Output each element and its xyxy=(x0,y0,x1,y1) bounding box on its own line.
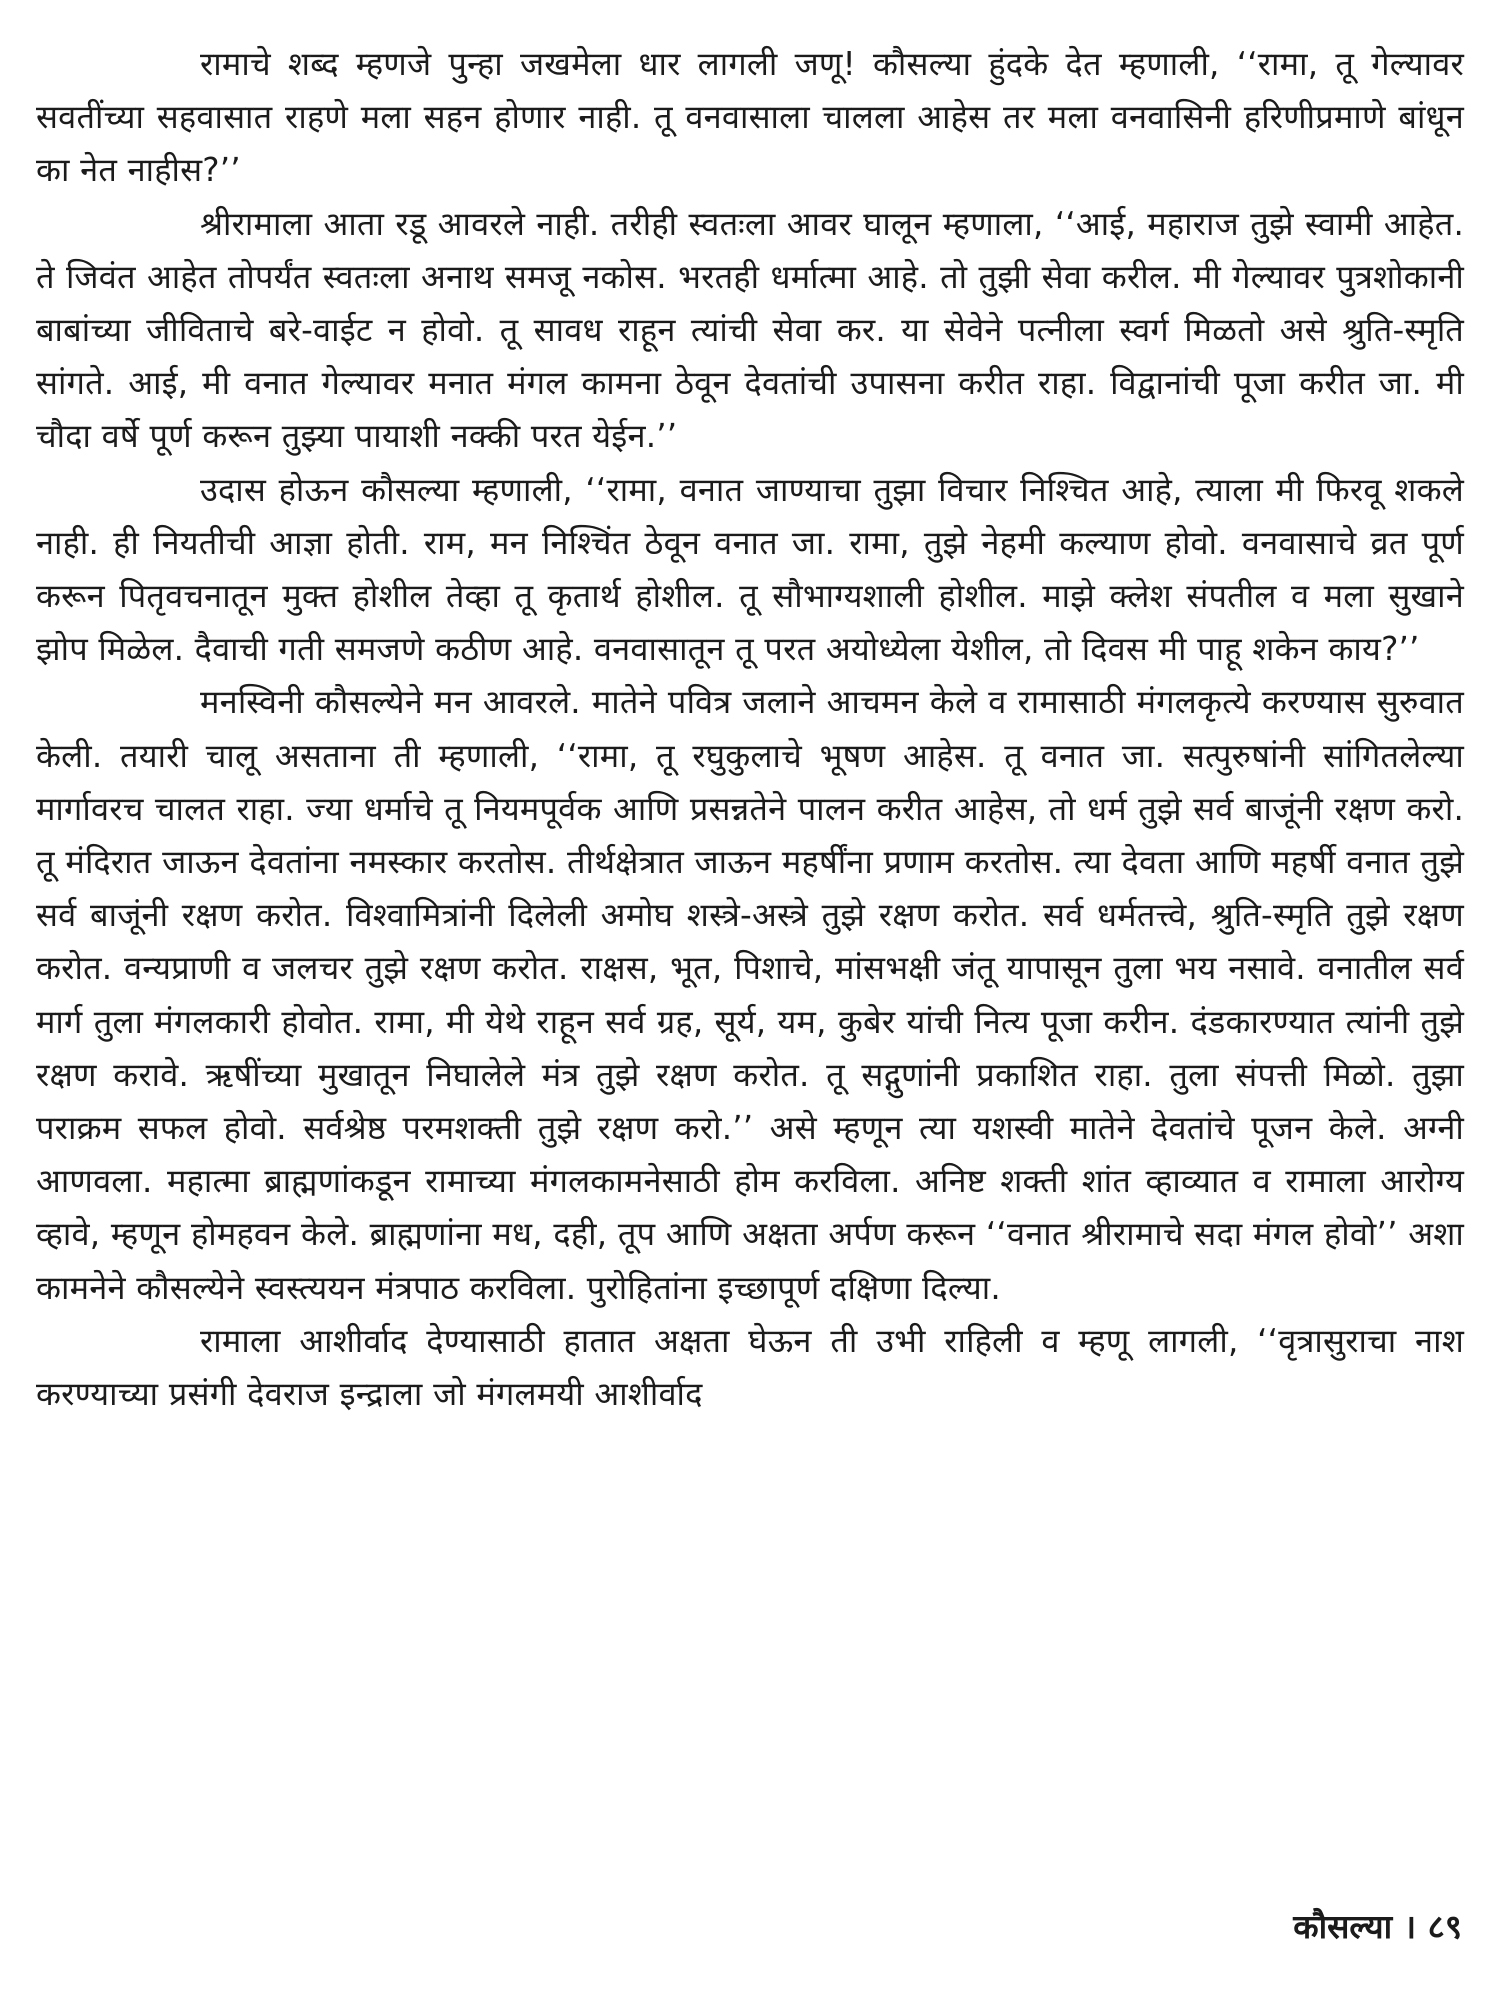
paragraph-1: रामाचे शब्द म्हणजे पुन्हा जखमेला धार लागली जणू! कौसल्या हुंदके देत म्हणाली, ‘‘रामा, तू गेल्यावर सवतींच्या सहवासात राहणे मला सहन होणार नाही. तू वनवासाला चालला आहेस तर मला वनवासिनी हरिणीप्रमाणे बांधून का नेत नाहीस?’’ xyxy=(36,45,1464,190)
body-text xyxy=(36,38,1464,1421)
paragraph-2: श्रीरामाला आता रडू आवरले नाही. तरीही स्वतःला आवर घालून म्हणाला, ‘‘आई, महाराज तुझे स्वामी आहेत. ते जिवंत आहेत तोपर्यंत स्वतःला अनाथ समजू नकोस. भरतही धर्मात्मा आहे. तो तुझी सेवा करील. मी गेल्यावर पुत्रशोकानी बाबांच्या जीविताचे बरे-वाईट न होवो. तू सावध राहून त्यांची सेवा कर. या सेवेने पत्नीला स्वर्ग मिळतो असे श्रुति-स्मृति सांगते. आई, मी वनात गेल्यावर मनात मंगल कामना ठेवून देवतांची उपासना करीत राहा. विद्वानांची पूजा करीत जा. मी चौदा वर्षे पूर्ण करून तुझ्या पायाशी नक्की परत येईन.’’ xyxy=(36,204,1464,456)
page-footer: कौसल्या । ८९ xyxy=(1293,1907,1462,1946)
paragraph-5: रामाला आशीर्वाद देण्यासाठी हातात अक्षता घेऊन ती उभी राहिली व म्हणू लागली, ‘‘वृत्रासुराचा नाश करण्याच्या प्रसंगी देवराज इन्द्राला जो मंगलमयी आशीर्वाद xyxy=(36,1321,1464,1414)
paragraph-4: मनस्विनी कौसल्येने मन आवरले. मातेने पवित्र जलाने आचमन केले व रामासाठी मंगलकृत्ये करण्यास सुरुवात केली. तयारी चालू असताना ती म्हणाली, ‘‘रामा, तू रघुकुलाचे भूषण आहेस. तू वनात जा. सत्पुरुषांनी सांगितलेल्या मार्गावरच चालत राहा. ज्या धर्माचे तू नियमपूर्वक आणि प्रसन्नतेने पालन करीत आहेस, तो धर्म तुझे सर्व बाजूंनी रक्षण करो. तू मंदिरात जाऊन देवतांना नमस्कार करतोस. तीर्थक्षेत्रात जाऊन महर्षींना प्रणाम करतोस. त्या देवता आणि महर्षी वनात तुझे सर्व बाजूंनी रक्षण करोत. विश्वामित्रांनी दिलेली अमोघ शस्त्रे-अस्त्रे तुझे रक्षण करोत. सर्व धर्मतत्त्वे, श्रुति-स्मृति तुझे रक्षण करोत. वन्यप्राणी व जलचर तुझे रक्षण करोत. राक्षस, भूत, पिशाचे, मांसभक्षी जंतू यापासून तुला भय नसावे. वनातील सर्व मार्ग तुला मंगलकारी होवोत. रामा, मी येथे राहून सर्व ग्रह, सूर्य, यम, कुबेर यांची नित्य पूजा करीन. दंडकारण्यात त्यांनी तुझे रक्षण करावे. ऋषींच्या मुखातून निघालेले मंत्र तुझे रक्षण करोत. तू सद्गुणांनी प्रकाशित राहा. तुला संपत्ती मिळो. तुझा पराक्रम सफल होवो. सर्वश्रेष्ठ परमशक्ती तुझे रक्षण करो.’’ असे म्हणून त्या यशस्वी मातेने देवतांचे पूजन केले. अग्नी आणवला. महात्मा ब्राह्मणांकडून रामाच्या मंगलकामनेसाठी होम करविला. अनिष्ट शक्ती शांत व्हाव्यात व रामाला आरोग्य व्हावे, म्हणून होमहवन केले. ब्राह्मणांना मध, दही, तूप आणि अक्षता अर्पण करून ‘‘वनात श्रीरामाचे सदा मंगल होवो’’ अशा कामनेने कौसल्येने स्वस्त्ययन मंत्रपाठ करविला. पुरोहितांना इच्छापूर्ण दक्षिणा दिल्या. xyxy=(36,683,1464,1307)
paragraph-3: उदास होऊन कौसल्या म्हणाली, ‘‘रामा, वनात जाण्याचा तुझा विचार निश्चित आहे, त्याला मी फिरवू शकले नाही. ही नियतीची आज्ञा होती. राम, मन निश्चिंत ठेवून वनात जा. रामा, तुझे नेहमी कल्याण होवो. वनवासाचे व्रत पूर्ण करून पितृवचनातून मुक्त होशील तेव्हा तू कृतार्थ होशील. तू सौभाग्यशाली होशील. माझे क्लेश संपतील व मला सुखाने झोप मिळेल. दैवाची गती समजणे कठीण आहे. वनवासातून तू परत अयोध्येला येशील, तो दिवस मी पाहू शकेन काय?’’ xyxy=(36,470,1464,669)
